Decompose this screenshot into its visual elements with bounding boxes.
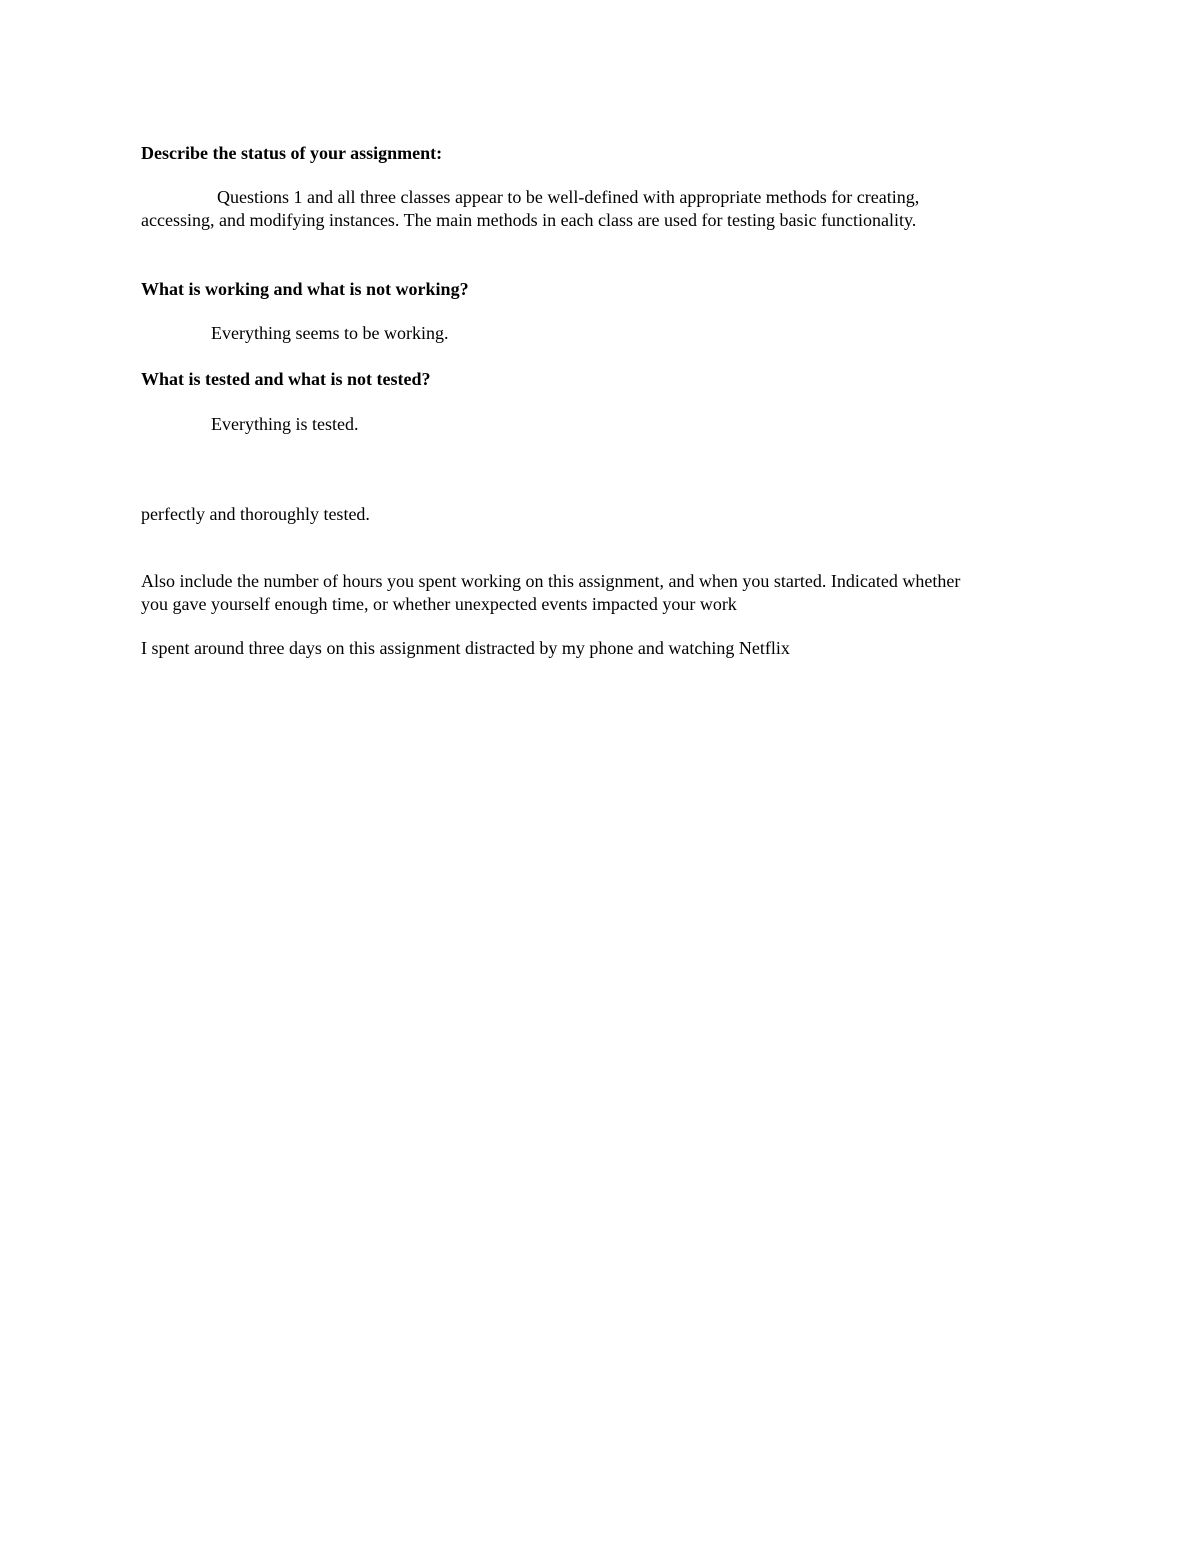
hours-prompt-line-2: you gave yourself enough time, or whether unexpected events impacted your work (141, 594, 737, 614)
working-heading: What is working and what is not working? (141, 279, 469, 299)
hours-prompt-line-1: Also include the number of hours you spent working on this assignment, and when you started. Indicated whether (141, 571, 961, 591)
working-body: Everything seems to be working. (211, 323, 449, 343)
status-paragraph (141, 186, 1061, 232)
status-body-line-2: accessing, and modifying instances. The main methods in each class are used for testing basic functionality. (141, 210, 917, 230)
hours-prompt (141, 570, 1061, 616)
hours-answer: I spent around three days on this assignment distracted by my phone and watching Netflix (141, 638, 790, 658)
note-text: perfectly and thoroughly tested. (141, 504, 370, 524)
tested-body: Everything is tested. (211, 414, 359, 434)
tested-heading: What is tested and what is not tested? (141, 369, 431, 389)
status-heading: Describe the status of your assignment: (141, 143, 443, 163)
status-body-line-1: Questions 1 and all three classes appear to be well-defined with appropriate methods for creating, (217, 187, 920, 207)
